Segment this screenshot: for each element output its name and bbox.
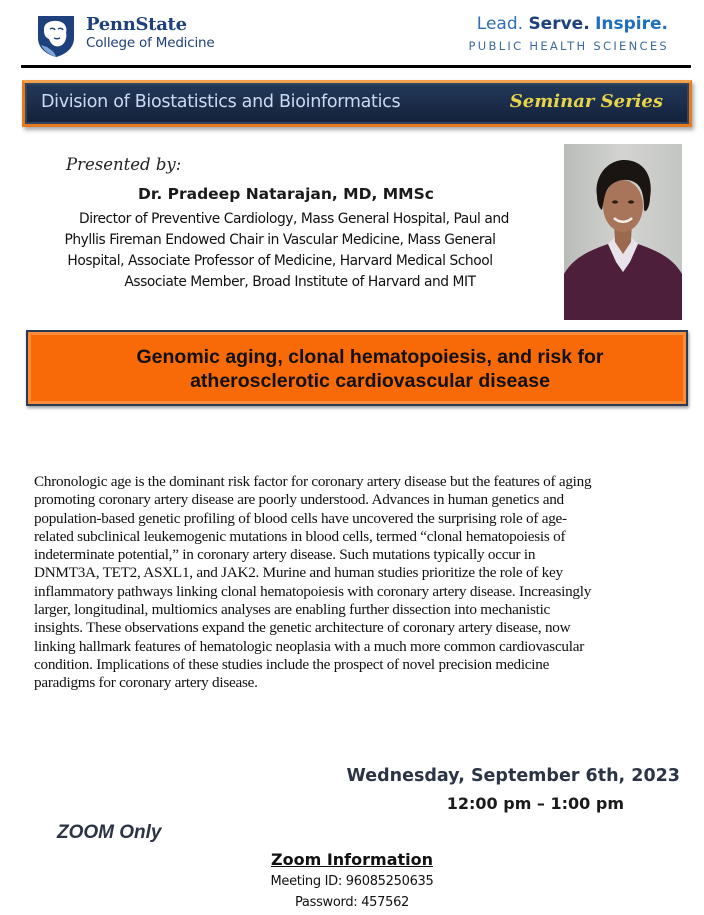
tagline-lead: Lead.	[476, 14, 524, 34]
abstract-line: insights. These observations expand the genetic architecture of coronary artery disease, now	[34, 619, 571, 637]
speaker-photo	[564, 144, 682, 320]
event-format: ZOOM Only	[57, 822, 162, 843]
seminar-series-label: Seminar Series	[509, 91, 663, 112]
event-date: Wednesday, September 6th, 2023	[346, 766, 680, 786]
abstract-line: larger, longitudinal, multiomics analyses are enabling further dissection into mechanistic	[34, 601, 551, 619]
division-banner	[22, 80, 692, 127]
brand-subtitle: College of Medicine	[86, 35, 215, 51]
meeting-password: Password: 457562	[294, 895, 410, 910]
division-title: Division of Biostatistics and Bioinformatics	[41, 92, 401, 112]
speaker-affiliation-line: Phyllis Fireman Endowed Chair in Vascular Medicine, Mass General	[64, 232, 496, 248]
header-divider	[21, 65, 691, 68]
abstract-line: promoting coronary artery disease are poorly understood. Advances in human genetics and	[34, 491, 564, 509]
abstract-line: Chronologic age is the dominant risk factor for coronary artery disease but the features of aging	[34, 473, 592, 490]
speaker-affiliation-line: Director of Preventive Cardiology, Mass General Hospital, Paul and	[79, 211, 509, 227]
abstract-line: DNMT3A, TET2, ASXL1, and JAK2. Murine and human studies prioritize the role of key	[34, 564, 563, 582]
meeting-id: Meeting ID: 96085250635	[270, 874, 434, 889]
talk-title	[28, 345, 686, 393]
abstract-line: related subclinical leukemogenic mutations in blood cells, termed “clonal hematopoiesis of	[34, 527, 566, 545]
tagline	[477, 14, 668, 34]
department-name: PUBLIC HEALTH SCIENCES	[468, 39, 669, 53]
nittany-lion-shield-icon	[37, 14, 75, 58]
speaker-affiliation-line: Associate Member, Broad Institute of Harvard and MIT	[124, 274, 476, 290]
zoom-info-heading-text: Zoom Information	[271, 850, 433, 869]
abstract-line: inflammatory pathways linking clonal hematopoiesis with coronary artery disease. Increasingly	[34, 582, 592, 600]
abstract-line: indeterminate potential,” in coronary artery disease. Such mutations typically occur in	[34, 546, 536, 564]
speaker-affiliation-line: Hospital, Associate Professor of Medicine, Harvard Medical School	[67, 253, 493, 269]
brand-name: PennState	[86, 14, 187, 35]
talk-title-banner	[26, 330, 688, 406]
tagline-inspire: Inspire.	[595, 14, 668, 34]
talk-title-line: Genomic aging, clonal hematopoiesis, and risk for	[136, 346, 604, 368]
speaker-name: Dr. Pradeep Natarajan, MD, MMSc	[138, 185, 434, 203]
tagline-serve: Serve.	[528, 14, 590, 34]
abstract-line: paradigms for coronary artery disease.	[34, 674, 258, 692]
talk-title-line: atherosclerotic cardiovascular disease	[190, 370, 550, 392]
abstract-line: condition. Implications of these studies include the prospect of novel precision medicine	[34, 655, 550, 673]
presented-by-label: Presented by:	[66, 155, 182, 174]
event-time: 12:00 pm – 1:00 pm	[446, 794, 624, 813]
abstract-line: population-based genetic profiling of blood cells have uncovered the surprising role of age-	[34, 509, 567, 527]
abstract	[34, 473, 684, 693]
zoom-info-heading	[0, 850, 704, 869]
abstract-line: linking hallmark features of hematologic neoplasia with a much more common cardiovascular	[34, 637, 585, 655]
